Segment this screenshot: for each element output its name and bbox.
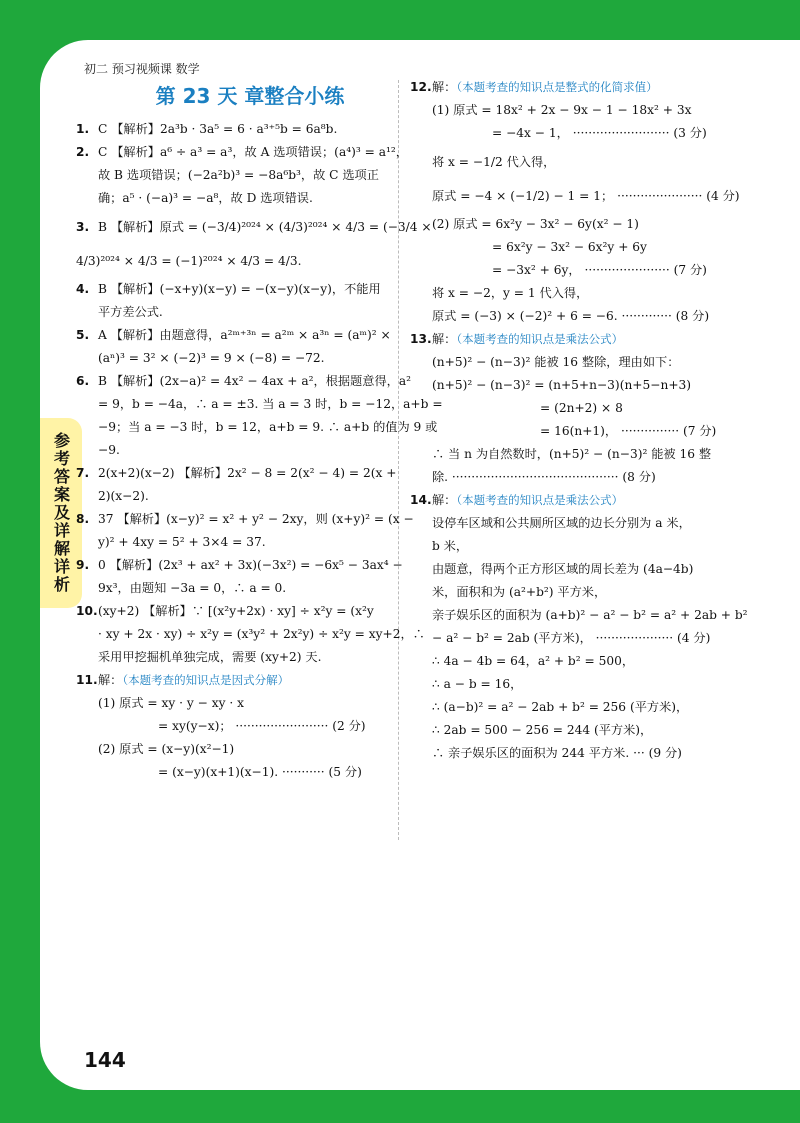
answer-line (410, 696, 790, 719)
answer-line (76, 508, 414, 531)
answer-line (410, 650, 790, 673)
answer-line (76, 164, 396, 187)
answer-text: B 【解析】原式 = (−3/4)²⁰²⁴ × (4/3)²⁰²⁴ × 4/3 = (−3/4 × (98, 220, 432, 234)
answer-line (76, 324, 396, 347)
answer-line (410, 673, 790, 696)
answer-line (410, 282, 790, 305)
answer-text: A 【解析】由题意得，a²ᵐ⁺³ⁿ = a²ᵐ × a³ⁿ = (aᵐ)² × (98, 328, 391, 342)
answer-line (76, 370, 411, 393)
answer-text: = (x−y)(x+1)(x−1). ··········· (5 分) (158, 765, 362, 779)
answer-text: B 【解析】(−x+y)(x−y) = −(x−y)(x−y)，不能用 (98, 282, 381, 296)
answer-line (76, 301, 396, 324)
question-number: 10. (76, 604, 98, 618)
answer-line (76, 646, 396, 669)
question-number: 7. (76, 466, 90, 480)
answer-line (76, 669, 396, 692)
answer-line (410, 742, 790, 765)
answer-line (410, 374, 790, 397)
answer-text: 除. ··········································· (8 分) (432, 470, 656, 484)
answer-text: C 【解析】2a³b · 3a⁵ = 6 · a³⁺⁵b = 6a⁸b. (98, 122, 338, 136)
answer-text: 确；a⁵ · (−a)³ = −a⁸，故 D 选项错误. (98, 191, 313, 205)
answer-line (410, 122, 790, 145)
answer-text: (n+5)² − (n−3)² = (n+5+n−3)(n+5−n+3) (432, 378, 692, 392)
answer-text: = 16(n+1)， ··············· (7 分) (540, 424, 717, 438)
page-title: 第 23 天 章整合小练 (155, 84, 345, 108)
answer-line (76, 623, 425, 646)
answer-text: ∴ 亲子娱乐区的面积为 244 平方米. ··· (9 分) (432, 746, 682, 760)
answer-text: ∴ 4a − 4b = 64，a² + b² = 500， (432, 654, 635, 668)
answer-text: 原式 = −4 × (−1/2) − 1 = 1； ······················ (4 分) (432, 189, 740, 203)
answer-line (410, 466, 790, 489)
answer-line (76, 141, 408, 164)
question-number: 9. (76, 558, 90, 572)
answer-text: 平方差公式. (98, 305, 163, 319)
answer-line (410, 213, 790, 236)
answer-text: = 9，b = −4a，∴ a = ±3. 当 a = 3 时，b = −12，a+b = (98, 397, 443, 411)
answer-text: 解： (432, 493, 457, 507)
answer-line (76, 416, 438, 439)
knowledge-point-note: （本题考查的知识点是整式的化简求值） (456, 80, 658, 94)
question-number: 12. (410, 80, 432, 94)
answer-text: ∴ (a−b)² = a² − 2ab + b² = 256 (平方米)， (432, 700, 689, 714)
answer-line (76, 118, 396, 141)
answer-text: y)² + 4xy = 5² + 3×4 = 37. (98, 535, 266, 549)
question-number: 6. (76, 374, 90, 388)
answer-line (410, 236, 790, 259)
answer-text: 将 x = −1/2 代入得， (432, 155, 556, 169)
answer-line (76, 531, 396, 554)
answer-text: − a² − b² = 2ab (平方米)， ···················· (4 分) (432, 631, 711, 645)
answer-line (410, 397, 790, 420)
answer-line (76, 554, 403, 577)
question-number: 4. (76, 282, 90, 296)
answer-text: 亲子娱乐区的面积为 (a+b)² − a² − b² = a² + 2ab + b² (432, 608, 748, 622)
answer-text: = 6x²y − 3x² − 6x²y + 6y (492, 240, 647, 254)
answer-text: (1) 原式 = 18x² + 2x − 9x − 1 − 18x² + 3x (432, 103, 692, 117)
answer-line (410, 179, 790, 213)
answer-text: ∴ 2ab = 500 − 256 = 244 (平方米)， (432, 723, 653, 737)
answer-line (76, 738, 396, 761)
answer-line (410, 99, 790, 122)
answer-line (410, 305, 790, 328)
answer-line (410, 420, 790, 443)
answer-text: (1) 原式 = xy · y − xy · x (98, 696, 244, 710)
answer-text: = xy(y−x)； ························ (2 分) (158, 719, 366, 733)
answer-text: 由题意，得两个正方形区域的周长差为 (4a−4b) (432, 562, 694, 576)
answer-line (76, 393, 443, 416)
answer-text: 37 【解析】(x−y)² = x² + y² − 2xy，则 (x+y)² = (x − (98, 512, 414, 526)
answer-text: 原式 = (−3) × (−2)² + 6 = −6. ············· (8 分) (432, 309, 710, 323)
answer-text: −9；当 a = −3 时，b = 12，a+b = 9. ∴ a+b 的值为 9 或 (98, 420, 438, 434)
answer-line (410, 581, 790, 604)
question-number: 13. (410, 332, 432, 346)
answer-line (410, 443, 790, 466)
question-number: 11. (76, 673, 98, 687)
answer-line (410, 535, 790, 558)
answer-text: 采用甲挖掘机单独完成，需要 (xy+2) 天. (98, 650, 322, 664)
question-number: 8. (76, 512, 90, 526)
answer-line (76, 244, 396, 278)
question-number: 3. (76, 220, 90, 234)
answer-text: B 【解析】(2x−a)² = 4x² − 4ax + a²，根据题意得，a² (98, 374, 411, 388)
column-divider (398, 80, 399, 840)
answer-text: = −4x − 1， ························· (3 分) (492, 126, 707, 140)
answer-line (76, 485, 396, 508)
right-column (410, 76, 790, 765)
page (40, 40, 800, 1090)
answer-text: 4/3)²⁰²⁴ × 4/3 = (−1)²⁰²⁴ × 4/3 = 4/3. (76, 254, 302, 268)
question-number: 5. (76, 328, 90, 342)
answer-line (410, 489, 790, 512)
knowledge-point-note: （本题考查的知识点是因式分解） (122, 673, 290, 687)
answer-line (410, 76, 790, 99)
answer-line (410, 604, 790, 627)
answer-text: ∴ 当 n 为自然数时，(n+5)² − (n−3)² 能被 16 整 (432, 447, 712, 461)
answer-text: 2(x+2)(x−2) 【解析】2x² − 8 = 2(x² − 4) = 2(x + (98, 466, 397, 480)
answer-text: (2) 原式 = 6x²y − 3x² − 6y(x² − 1) (432, 217, 639, 231)
answer-line (410, 627, 790, 650)
answer-text: 0 【解析】(2x³ + ax² + 3x)(−3x²) = −6x⁵ − 3ax⁴ − (98, 558, 403, 572)
answer-line (76, 715, 396, 738)
question-number: 14. (410, 493, 432, 507)
answer-text: = (2n+2) × 8 (540, 401, 623, 415)
answer-line (410, 558, 790, 581)
answer-text: 解： (98, 673, 123, 687)
answer-text: −9. (98, 443, 120, 457)
answer-line (76, 278, 396, 301)
answer-text: 解： (432, 80, 457, 94)
answer-line (76, 692, 396, 715)
answer-text: 设停车区域和公共厕所区域的边长分别为 a 米， (432, 516, 691, 530)
answer-line (410, 719, 790, 742)
answer-line (76, 462, 396, 485)
answer-line (76, 187, 396, 210)
answer-line (76, 439, 396, 462)
answer-text: 2)(x−2). (98, 489, 149, 503)
answer-line (410, 351, 790, 374)
answer-line (76, 210, 432, 244)
answer-text: b 米， (432, 539, 469, 553)
answer-text: 9x³，由题知 −3a = 0，∴ a = 0. (98, 581, 287, 595)
question-number: 2. (76, 145, 90, 159)
answer-text: (n+5)² − (n−3)² 能被 16 整除，理由如下： (432, 355, 680, 369)
knowledge-point-note: （本题考查的知识点是乘法公式） (456, 493, 624, 507)
answer-text: 将 x = −2，y = 1 代入得， (432, 286, 589, 300)
side-tab-label: 参考答案及详解详析 (51, 432, 71, 594)
answer-line (76, 600, 396, 623)
answer-line (76, 761, 396, 784)
knowledge-point-note: （本题考查的知识点是乘法公式） (456, 332, 624, 346)
answer-line (410, 512, 790, 535)
answer-text: · xy + 2x · xy) ÷ x²y = (x³y² + 2x²y) ÷ x²y = xy+2，∴ (98, 627, 425, 641)
answer-text: ∴ a − b = 16， (432, 677, 523, 691)
answer-text: 解： (432, 332, 457, 346)
answer-text: C 【解析】a⁶ ÷ a³ = a³，故 A 选项错误；(a⁴)³ = a¹²， (98, 145, 408, 159)
answer-line (76, 347, 396, 370)
answer-line (410, 328, 790, 351)
answer-line (76, 577, 396, 600)
answer-text: (aⁿ)³ = 3² × (−2)³ = 9 × (−8) = −72. (98, 351, 325, 365)
question-number: 1. (76, 122, 90, 136)
answer-line (410, 145, 790, 179)
answer-text: (xy+2) 【解析】∵ [(x²y+2x) · xy] ÷ x²y = (x²y (98, 604, 374, 618)
answer-text: = −3x² + 6y， ······················ (7 分) (492, 263, 707, 277)
answer-line (410, 259, 790, 282)
answer-text: (2) 原式 = (x−y)(x²−1) (98, 742, 235, 756)
page-number: 144 (84, 1048, 126, 1072)
page-header: 初二 预习视频课 数学 (84, 62, 200, 76)
answer-text: 故 B 选项错误；(−2a²b)³ = −8a⁶b³，故 C 选项正 (98, 168, 379, 182)
answer-text: 米，面积和为 (a²+b²) 平方米， (432, 585, 607, 599)
